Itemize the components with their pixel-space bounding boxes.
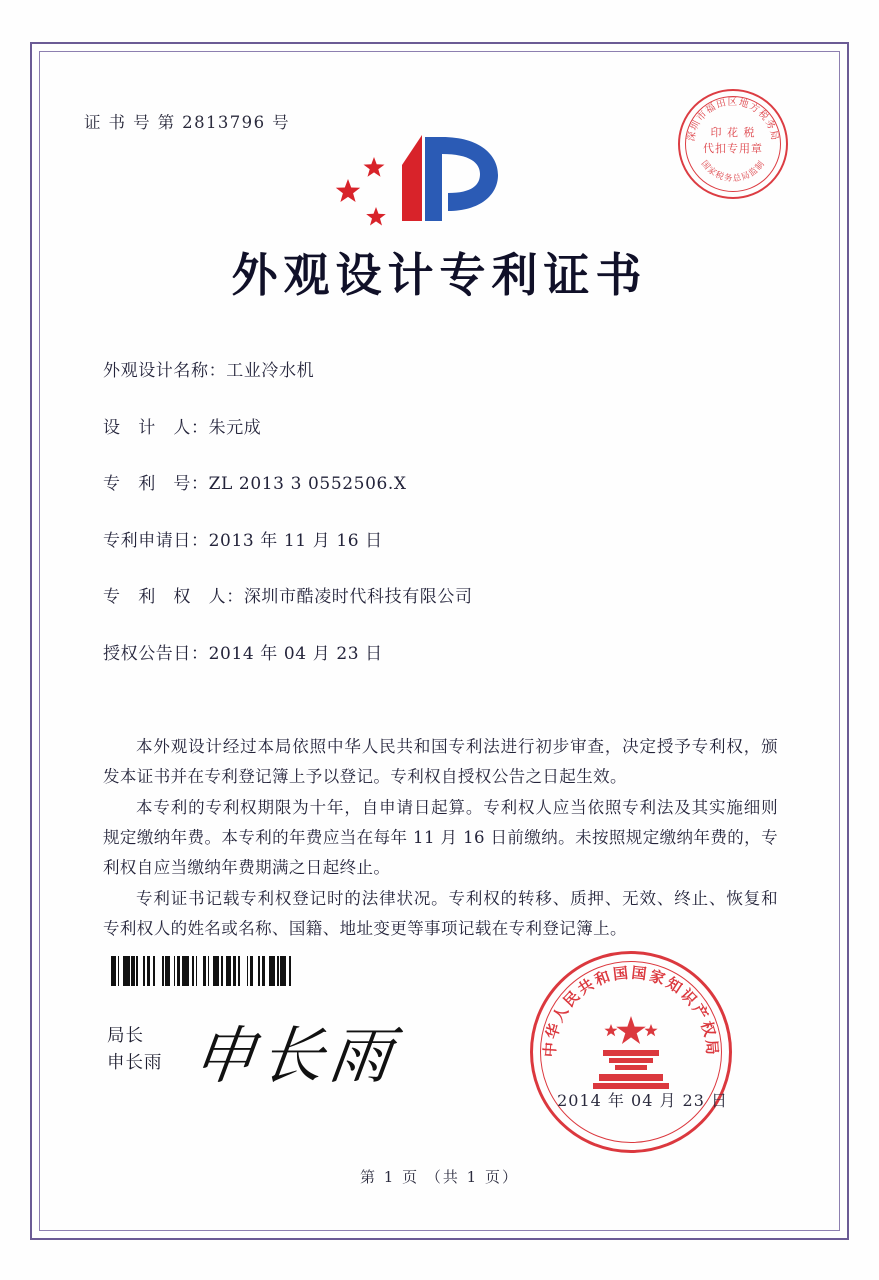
field-value-design-name: 工业冷水机 [226,361,315,381]
field-value-patent-number: ZL 2013 3 0552506.X [208,474,407,494]
national-seal [530,951,732,1153]
field-value-designer: 朱元成 [208,417,262,438]
field-label-design-name: 外观设计名称： [103,361,227,381]
barcode-bar [155,956,162,986]
page-footer: 第 1 页 （共 1 页） [360,1168,519,1186]
field-patent-number [103,469,780,494]
svg-text:中华人民共和国国家知识产权局: 中华人民共和国国家知识产权局 [540,963,722,1058]
certificate-content [39,51,840,1231]
tax-stamp-line2: 代扣专用章 [703,142,763,155]
field-label-patent-number: 专 利 号： [103,474,209,494]
barcode-bar [213,956,220,986]
signature-title: 局长 [107,1026,144,1046]
sipo-logo-icon [330,121,550,236]
field-patentee [103,582,780,607]
tax-stamp [678,89,788,199]
field-label-designer: 设 计 人： [103,417,209,438]
signature-name: 申长雨 [107,1053,163,1073]
field-grant-date [103,639,780,664]
page-title: 外观设计专利证书 [231,248,648,302]
field-label-grant-date: 授权公告日： [103,643,209,664]
handwritten-signature: 申长雨 [188,1019,402,1092]
fields-list [103,356,780,695]
field-design-name [103,356,780,381]
barcode-bar [291,956,294,986]
barcode-bar [269,956,276,986]
field-application-date [103,526,780,551]
paragraph-1: 本外观设计经过本局依照中华人民共和国专利法进行初步审查，决定授予专利权，颁发本证书并在专利登记簿上予以登记。专利权自授权公告之日起生效。 [103,737,778,786]
paragraph-2: 本专利的专利权期限为十年，自申请日起算。专利权人应当依照专利法及其实施细则规定缴纳年费。本专利的年费应当在每年 11 月 16 日前缴纳。未按照规定缴纳年费的，专利权自应当缴纳年费期满之日起终止。 [103,798,778,877]
field-value-application-date: 2013 年 11 月 16 日 [208,530,383,551]
field-value-patentee: 深圳市酷凌时代科技有限公司 [243,587,473,607]
field-value-grant-date: 2014 年 04 月 23 日 [208,643,383,664]
field-label-application-date: 专利申请日： [103,530,209,551]
paragraph-3: 专利证书记载专利权登记时的法律状况。专利权的转移、质押、无效、终止、恢复和专利权人的姓名或名称、国籍、地址变更等事项记载在专利登记簿上。 [103,889,778,938]
svg-text:国家税务总局监制: 国家税务总局监制 [698,158,768,185]
certificate-number: 证 书 号 第 2813796 号 [84,113,291,132]
svg-text:深圳市福田区地方税务局: 深圳市福田区地方税务局 [685,97,781,143]
barcode-bar [240,956,247,986]
seal-date: 2014 年 04 月 23 日 [557,1091,728,1110]
barcode [111,956,353,986]
national-seal-inner-ring [540,961,722,1143]
tax-stamp-center-text [680,125,786,157]
field-label-patentee: 专 利 权 人： [103,587,244,607]
field-designer [103,413,780,438]
barcode-bar [182,956,189,986]
signature-block [107,1023,163,1077]
barcode-bar [123,956,130,986]
body-paragraphs [103,732,778,945]
tax-stamp-line1: 印 花 税 [710,126,756,139]
